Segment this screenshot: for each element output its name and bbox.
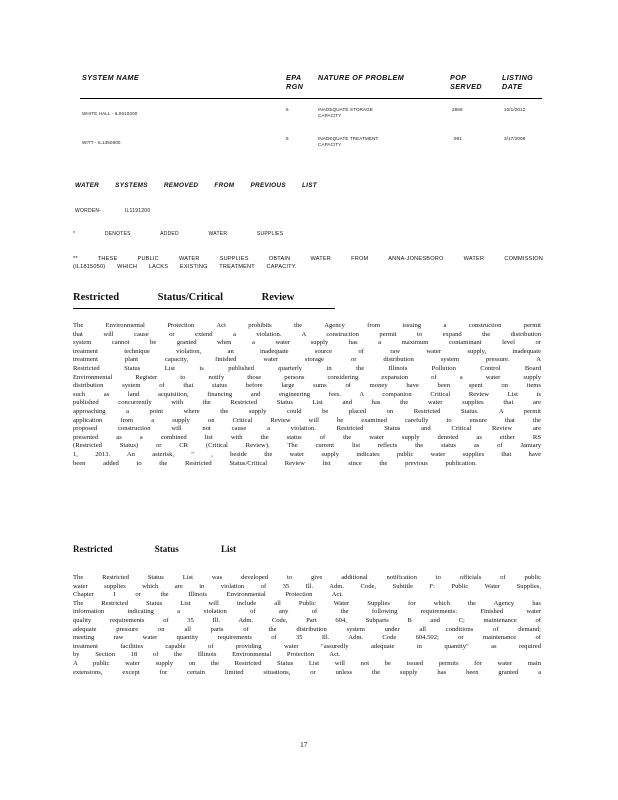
header-nature-of-problem: NATURE OF PROBLEM [318, 73, 405, 82]
row-2-system: WITT - IL1350600 [82, 140, 121, 145]
footnote-line-1: ** THESE PUBLIC WATER SUPPLIES OBTAIN WATER FROM ANNA-JONESBORO WATER COMMISSION [73, 256, 543, 262]
row-2-problem: INADEQUATE TREATMENT CAPACITY [318, 136, 379, 147]
section-1-line: treatment plant capacity, finished water storage or distribution system pressure. A [73, 356, 541, 364]
section-1-line: application from a supply on Critical Review will be examined carefully to ensure that the [73, 416, 541, 424]
row-1-system: WHITE HALL - IL0610400 [82, 111, 138, 116]
row-1-rgn: 6 [286, 107, 289, 112]
section-2-line: meeting raw water quantity requirements of 35 Ill. Adm. Code 604.502; or maintenance of [73, 634, 541, 642]
page-number: 17 [300, 740, 308, 749]
section-1-line: proposed construction will not cause a violation. Restricted Status and Critical Review are [73, 425, 541, 433]
row-1-date: 10/1/2012 [504, 107, 526, 112]
section-1-line: published concurrently with the Restricted Status List and has the water supplies that are [73, 399, 541, 407]
section-2-line: treatment facilities capable of providing water "assuredly adequate in quantity" as required [73, 642, 541, 650]
row-2-rgn: 5 [286, 136, 289, 141]
denotes-note: * DENOTES ADDED WATER SUPPLIES [73, 231, 284, 237]
section-heading-underline [73, 308, 335, 309]
section-2-line: water supplies which are in violation of 35 Ill. Adm. Code, Subtitle F: Public Water Supplies, [73, 582, 541, 590]
header-listing-date: LISTING DATE [502, 73, 534, 91]
section-1-line: approaching a point where the supply could be placed on Restricted Status. A permit [73, 407, 541, 415]
section-1-line: Environmental Register to notify those persons considering expansion of a water supply [73, 373, 541, 381]
row-1-problem: INADEQUATE STORAGE CAPACITY [318, 107, 373, 118]
section-1-line: 1, 2013. An asterisk, " , beside the water supply indicates public water supplies that have [73, 450, 541, 458]
section-1-line: that will cause or extend a violation. A construction permit to expand the distribution [73, 330, 541, 338]
section-2-line: A public water supply on the Restricted Status List will not be issued permits for water main [73, 659, 541, 667]
section-1-line: been added to the Restricted Status/Critical Review list since the previous publication. [73, 459, 477, 467]
section-1-line: Restricted Status List is published quarterly in the Illinois Pollution Control Board [73, 364, 541, 372]
header-epa-rgn: EPA RGN [286, 73, 304, 91]
row-1-pop: 2868 [452, 107, 463, 112]
row-2-pop: 991 [454, 136, 462, 141]
section-2-line: by Section 18 of the Illinois Environmental Protection Act. [73, 651, 341, 659]
section-2-line: information indicating a violation of any of the following requirements: Finished water [73, 608, 541, 616]
section-2-line: adequate pressure on all parts of the distribution system under all conditions of demand; [73, 625, 541, 633]
section-1-line: treatment technique violation, an inadequate source of raw water supply, inadequate [73, 347, 541, 355]
header-rule [80, 98, 542, 99]
section-1-line: The Environmental Protection Act prohibits the Agency from issuing a construction permit [73, 322, 541, 329]
section-2-line: extensions, except for certain limited situations, or unless the supply has been granted a [73, 668, 541, 676]
removed-item: WORDEN- IL1191200 [75, 208, 151, 214]
section-heading-restricted-critical: Restricted Status/Critical Review [73, 292, 295, 303]
row-2-date: 3/17/2008 [504, 136, 526, 141]
section-1-line: presented as a combined list with the status of the water supply denoted as either RS [73, 433, 541, 441]
section-1-body [73, 322, 541, 468]
footnote-line-2: (IL1815050) WHICH LACKS EXISTING TREATMENT CAPACITY. [73, 264, 297, 270]
section-1-line: distribution system of that status before large sums of money have been spent on items [73, 382, 541, 390]
section-2-line: The Restricted Status List was developed to give additional notification to officials of public [73, 574, 541, 581]
section-1-line: system cannot be granted when a water supply has a maximum contaminant level or [73, 339, 541, 347]
section-2-line: Chapter I or the Illinois Environmental Protection Act. [73, 591, 343, 599]
section-1-line: (Restricted Status) or CR (Critical Review). The current list reflects the status as of January [73, 442, 541, 450]
section-1-line: such as land acquisition, financing and engineering fees. A companion Critical Review List is [73, 390, 541, 398]
section-2-line: The Restricted Status List will include all Public Water Supplies for which the Agency has [73, 599, 541, 607]
header-pop-served: POP SERVED [450, 73, 482, 91]
section-heading-restricted-status-list: Restricted Status List [73, 544, 236, 554]
header-system-name: SYSTEM NAME [82, 73, 140, 82]
section-2-body [73, 574, 541, 677]
removed-heading: WATER SYSTEMS REMOVED FROM PREVIOUS LIST [75, 182, 318, 189]
section-2-line: quality requirements of 35 Ill. Adm. Code, Part 604, Subparts B and C; maintenance of [73, 616, 541, 624]
